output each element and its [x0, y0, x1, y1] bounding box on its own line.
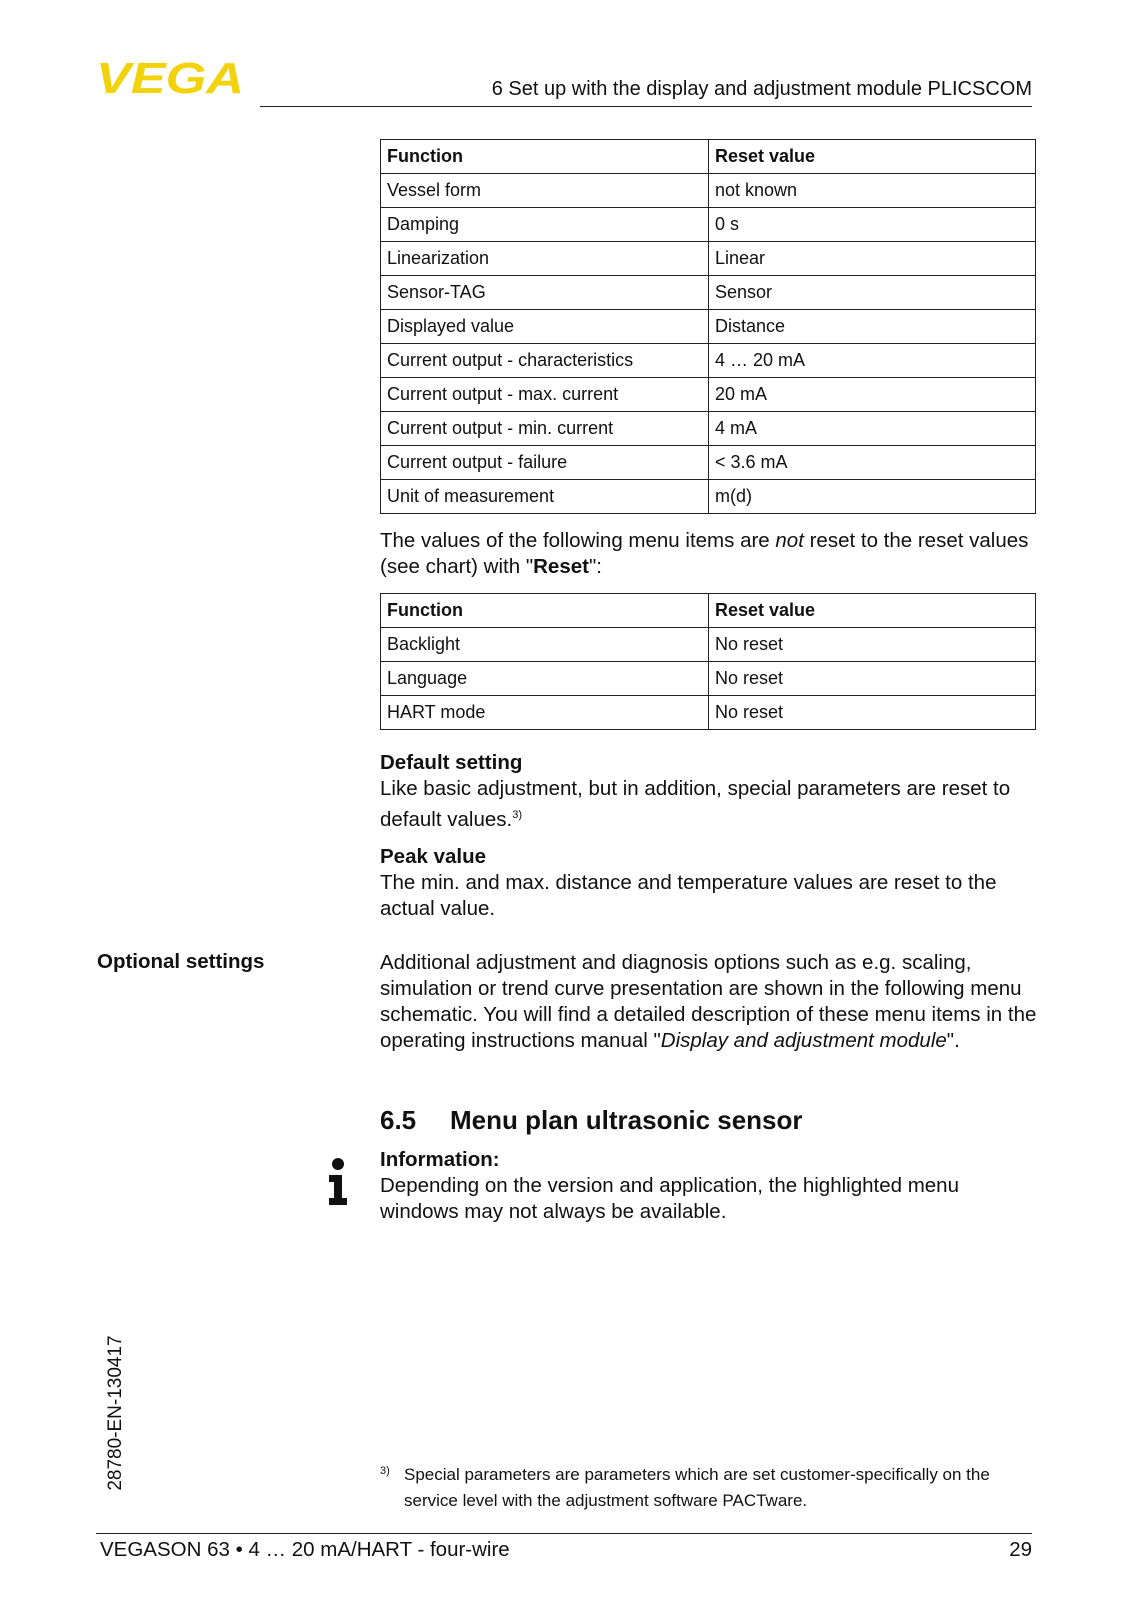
table-row: [381, 276, 1036, 310]
function-cell: Current output - characteristics: [381, 344, 709, 378]
note-bold: Reset: [533, 555, 589, 578]
function-cell: Linearization: [381, 242, 709, 276]
reset-value-cell: No reset: [709, 662, 1036, 696]
reset-value-cell: 4 mA: [709, 412, 1036, 446]
not-reset-table: [380, 593, 1036, 730]
footer-product: VEGASON 63 • 4 … 20 mA/HART - four-wire: [100, 1538, 510, 1561]
footnote: [380, 1462, 1040, 1514]
note-text-2: reset to the reset values (see chart) with ": [380, 529, 1029, 578]
optional-text-2: ".: [946, 1029, 960, 1052]
information-block: [380, 1147, 1040, 1225]
table-row: [381, 174, 1036, 208]
optional-emph: Display and adjustment module: [660, 1029, 947, 1052]
reset-values-table: [380, 139, 1036, 514]
table-row: [381, 446, 1036, 480]
note-emph: not: [775, 529, 804, 552]
logo-text: VEGA: [96, 58, 244, 98]
header-function: Function: [381, 594, 709, 628]
vega-logo: [96, 58, 246, 98]
table-row: [381, 696, 1036, 730]
reset-value-cell: 0 s: [709, 208, 1036, 242]
table-row: [381, 344, 1036, 378]
function-cell: Current output - failure: [381, 446, 709, 480]
peak-value-block: [380, 844, 1040, 922]
function-cell: Current output - max. current: [381, 378, 709, 412]
footnote-text: Special parameters are parameters which are set customer-specifically on the service level with the adjustment software PACTware.: [404, 1465, 990, 1510]
function-cell: Backlight: [381, 628, 709, 662]
table-row: [381, 378, 1036, 412]
function-cell: Displayed value: [381, 310, 709, 344]
reset-value-cell: not known: [709, 174, 1036, 208]
info-icon: [326, 1158, 350, 1206]
function-cell: Damping: [381, 208, 709, 242]
reset-value-cell: Linear: [709, 242, 1036, 276]
function-cell: Unit of measurement: [381, 480, 709, 514]
table-row: [381, 208, 1036, 242]
peak-value-title: Peak value: [380, 845, 486, 868]
table-row: [381, 412, 1036, 446]
reset-value-cell: 20 mA: [709, 378, 1036, 412]
default-setting-block: [380, 750, 1040, 833]
table-row: [381, 242, 1036, 276]
optional-settings-text: [380, 950, 1040, 1054]
optional-settings-label: Optional settings: [97, 950, 265, 973]
reset-value-cell: m(d): [709, 480, 1036, 514]
footnote-mark: 3): [380, 1465, 390, 1477]
not-reset-note: [380, 528, 1040, 580]
document-code: 28780-EN-130417: [105, 1335, 126, 1491]
function-cell: HART mode: [381, 696, 709, 730]
note-text-1: The values of the following menu items are: [380, 529, 776, 552]
header-rule: [260, 106, 1032, 107]
function-cell: Vessel form: [381, 174, 709, 208]
peak-value-text: The min. and max. distance and temperature values are reset to the actual value.: [380, 871, 997, 920]
reset-value-cell: No reset: [709, 696, 1036, 730]
section-heading: [380, 1105, 803, 1136]
running-head: 6 Set up with the display and adjustment module PLICSCOM: [491, 78, 1032, 100]
header-reset-value: Reset value: [709, 140, 1036, 174]
section-number: 6.5: [380, 1105, 417, 1135]
page-number: 29: [1009, 1538, 1032, 1561]
function-cell: Current output - min. current: [381, 412, 709, 446]
default-setting-title: Default setting: [380, 751, 523, 774]
table-header-row: [381, 594, 1036, 628]
table-row: [381, 310, 1036, 344]
table-row: [381, 480, 1036, 514]
default-setting-text: [380, 776, 1040, 833]
default-setting-body: Like basic adjustment, but in addition, special parameters are reset to default values.: [380, 777, 1011, 831]
footer-rule: [96, 1533, 1032, 1534]
table-row: [381, 628, 1036, 662]
note-text-3: ":: [588, 555, 602, 578]
section-title: Menu plan ultrasonic sensor: [450, 1105, 803, 1135]
table-header-row: [381, 140, 1036, 174]
reset-value-cell: 4 … 20 mA: [709, 344, 1036, 378]
information-title: Information:: [380, 1148, 500, 1171]
reset-value-cell: No reset: [709, 628, 1036, 662]
reset-value-cell: Sensor: [709, 276, 1036, 310]
header-function: Function: [381, 140, 709, 174]
reset-value-cell: < 3.6 mA: [709, 446, 1036, 480]
footnote-ref: 3): [512, 809, 522, 821]
header-reset-value: Reset value: [709, 594, 1036, 628]
information-text: Depending on the version and application, the highlighted menu windows may not always be available.: [380, 1174, 959, 1223]
table-row: [381, 662, 1036, 696]
reset-value-cell: Distance: [709, 310, 1036, 344]
function-cell: Sensor-TAG: [381, 276, 709, 310]
function-cell: Language: [381, 662, 709, 696]
optional-text-1: Additional adjustment and diagnosis options such as e.g. scaling, simulation or trend curve presentation are shown in the following menu schematic. You will find a detailed description of these menu items in the operating instructions manual ": [380, 951, 1037, 1052]
